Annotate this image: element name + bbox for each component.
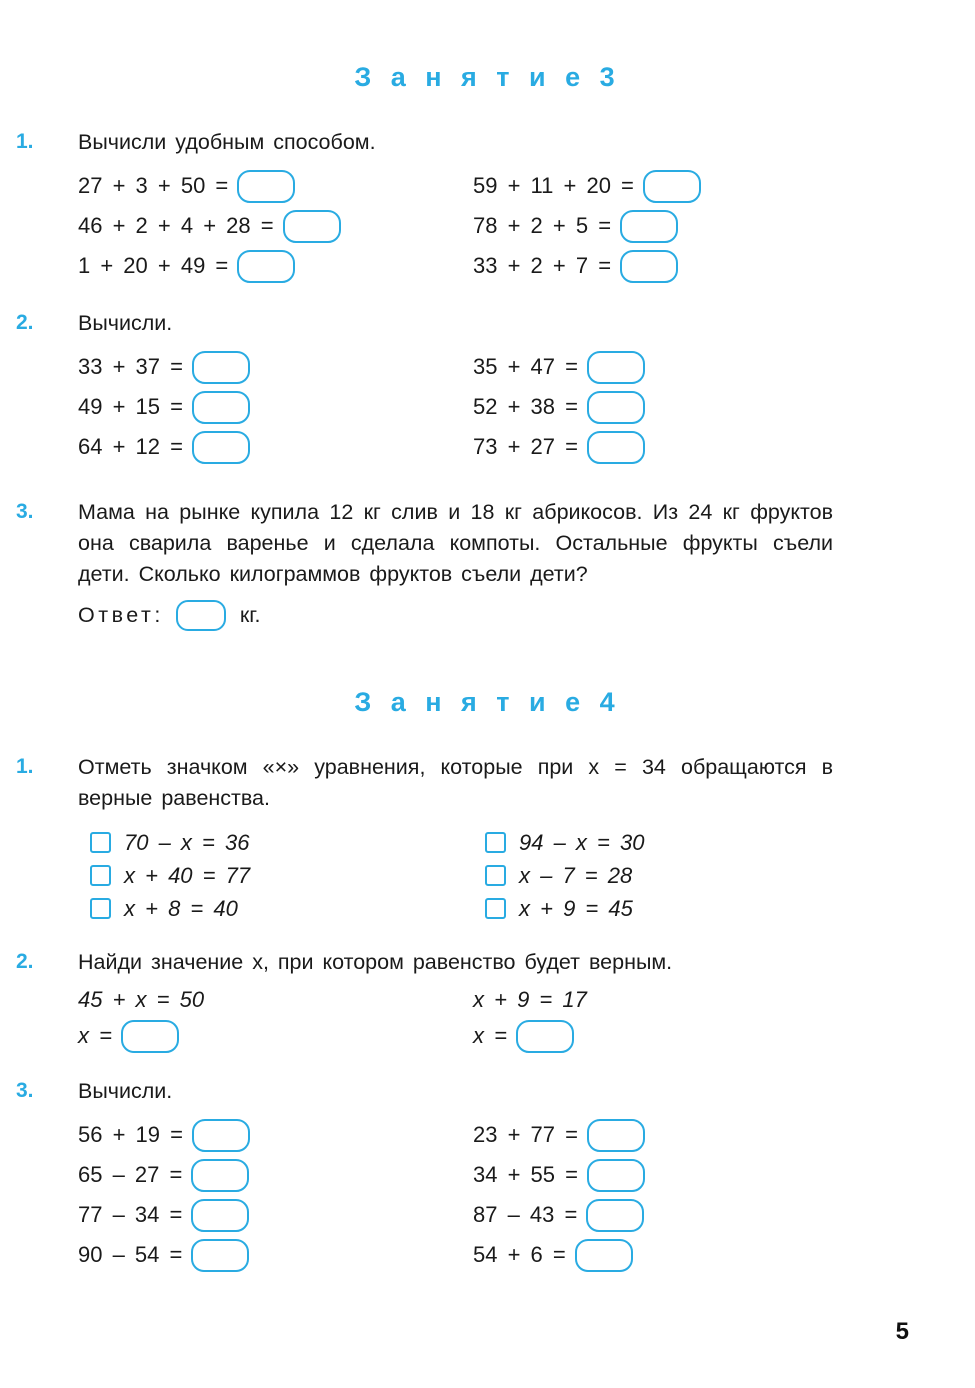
task-number: 3.: [16, 1079, 34, 1102]
lesson-title-4: З а н я т и е 4: [354, 687, 621, 717]
expression-text: 33 + 37 =: [78, 354, 183, 379]
answer-line: [78, 600, 975, 631]
answer-box[interactable]: [587, 1119, 645, 1152]
expression-row: [78, 347, 473, 387]
answer-box[interactable]: [620, 210, 678, 243]
expression-column-right: [473, 1115, 833, 1275]
expression-column-right: [473, 166, 833, 286]
task-prompt: Найди значение x, при котором равенство будет верным.: [78, 950, 673, 974]
task-1-lesson-4: [0, 752, 975, 925]
expression-row: [473, 1235, 833, 1275]
expression-text: 90 – 54 =: [78, 1242, 183, 1267]
answer-box[interactable]: [191, 1239, 249, 1272]
equation-column-left: [78, 982, 473, 1054]
expression-grid: [78, 166, 975, 286]
expression-text: 54 + 6 =: [473, 1242, 566, 1267]
expression-row: [473, 166, 833, 206]
answer-box[interactable]: [121, 1020, 179, 1053]
expression-row: [473, 387, 833, 427]
expression-row: [78, 1155, 473, 1195]
equation-text: 70 – x = 36: [124, 829, 250, 855]
expression-text: 65 – 27 =: [78, 1162, 183, 1187]
expression-row: [78, 427, 473, 467]
expression-grid: [78, 347, 975, 467]
equation-text: x + 40 = 77: [124, 862, 251, 888]
checkbox-column-left: [90, 826, 485, 925]
lesson-title-3: З а н я т и е 3: [354, 62, 621, 92]
expression-row: [473, 246, 833, 286]
equation-column-right: [473, 982, 833, 1054]
answer-box[interactable]: [191, 1199, 249, 1232]
task-number: 1.: [16, 130, 34, 153]
expression-row: [78, 206, 473, 246]
expression-text: 35 + 47 =: [473, 354, 578, 379]
answer-box[interactable]: [575, 1239, 633, 1272]
answer-box[interactable]: [587, 391, 645, 424]
checkbox-row: [90, 859, 485, 892]
solve-row: [78, 1018, 473, 1054]
equation-checkbox-grid: [78, 826, 975, 925]
answer-box[interactable]: [237, 170, 295, 203]
answer-box[interactable]: [586, 1199, 644, 1232]
solve-row: [473, 1018, 833, 1054]
answer-unit: кг.: [239, 603, 261, 627]
expression-column-right: [473, 347, 833, 467]
expression-row: [473, 206, 833, 246]
equation-checkbox[interactable]: [90, 865, 111, 886]
equation-grid: [78, 982, 975, 1054]
equation-text: x – 7 = 28: [519, 862, 633, 888]
expression-row: [473, 1195, 833, 1235]
answer-box[interactable]: [176, 600, 226, 631]
expression-column-left: [78, 166, 473, 286]
answer-box[interactable]: [283, 210, 341, 243]
answer-box[interactable]: [643, 170, 701, 203]
expression-text: 77 – 34 =: [78, 1202, 183, 1227]
task-1-lesson-3: [0, 127, 975, 286]
expression-text: 27 + 3 + 50 =: [78, 173, 229, 198]
task-2-lesson-4: [0, 947, 975, 1054]
answer-box[interactable]: [192, 431, 250, 464]
page-number: 5: [895, 1318, 909, 1345]
expression-row: [78, 387, 473, 427]
equation-text: x + 9 = 45: [519, 895, 633, 921]
expression-text: 56 + 19 =: [78, 1122, 183, 1147]
equation-checkbox[interactable]: [90, 898, 111, 919]
answer-box[interactable]: [191, 1159, 249, 1192]
expression-text: 33 + 2 + 7 =: [473, 253, 612, 278]
expression-text: 49 + 15 =: [78, 394, 183, 419]
expression-column-left: [78, 347, 473, 467]
expression-row: [78, 1115, 473, 1155]
task-3-lesson-3: [0, 497, 975, 631]
answer-box[interactable]: [516, 1020, 574, 1053]
task-prompt: Вычисли удобным способом.: [78, 130, 376, 154]
task-prompt: Вычисли.: [78, 311, 173, 335]
equation-row: [473, 982, 833, 1018]
checkbox-row: [90, 892, 485, 925]
equation-checkbox[interactable]: [485, 832, 506, 853]
equation-text: x + 9 = 17: [473, 987, 587, 1012]
checkbox-row: [485, 892, 845, 925]
expression-grid: [78, 1115, 975, 1275]
equation-text: x + 8 = 40: [124, 895, 238, 921]
equation-text: 45 + x = 50: [78, 987, 205, 1012]
equation-row: [78, 982, 473, 1018]
answer-box[interactable]: [620, 250, 678, 283]
expression-text: 1 + 20 + 49 =: [78, 253, 229, 278]
expression-column-left: [78, 1115, 473, 1275]
expression-text: 59 + 11 + 20 =: [473, 173, 634, 198]
task-2-lesson-3: [0, 308, 975, 467]
expression-text: 78 + 2 + 5 =: [473, 213, 612, 238]
expression-text: 46 + 2 + 4 + 28 =: [78, 213, 274, 238]
expression-row: [78, 1195, 473, 1235]
task-number: 3.: [16, 500, 34, 523]
expression-text: 34 + 55 =: [473, 1162, 578, 1187]
expression-row: [473, 347, 833, 387]
expression-row: [78, 246, 473, 286]
task-number: 2.: [16, 950, 34, 973]
solve-label: x =: [473, 1023, 507, 1048]
answer-box[interactable]: [192, 391, 250, 424]
equation-checkbox[interactable]: [90, 832, 111, 853]
task-number: 2.: [16, 311, 34, 334]
expression-row: [473, 1155, 833, 1195]
answer-box[interactable]: [192, 351, 250, 384]
checkbox-row: [485, 859, 845, 892]
checkbox-row: [90, 826, 485, 859]
answer-box[interactable]: [587, 431, 645, 464]
checkbox-row: [485, 826, 845, 859]
answer-box[interactable]: [237, 250, 295, 283]
expression-row: [78, 166, 473, 206]
expression-row: [78, 1235, 473, 1275]
equation-text: 94 – x = 30: [519, 829, 645, 855]
expression-text: 73 + 27 =: [473, 434, 578, 459]
solve-label: x =: [78, 1023, 112, 1048]
task-prompt: Мама на рынке купила 12 кг слив и 18 кг абрикосов. Из 24 кг фруктов она сварила варенье и сделала компоты. Остальные фрукты съели дети. Сколько килограммов фруктов съели дети?: [78, 500, 833, 586]
equation-checkbox[interactable]: [485, 865, 506, 886]
answer-box[interactable]: [587, 1159, 645, 1192]
expression-text: 64 + 12 =: [78, 434, 183, 459]
expression-row: [473, 427, 833, 467]
checkbox-column-right: [485, 826, 845, 925]
task-number: 1.: [16, 755, 34, 778]
task-prompt: Отметь значком «×» уравнения, которые при x = 34 обращаются в верные равенства.: [78, 755, 833, 810]
answer-label: Ответ:: [78, 603, 164, 627]
task-prompt: Вычисли.: [78, 1079, 173, 1103]
answer-box[interactable]: [192, 1119, 250, 1152]
answer-box[interactable]: [587, 351, 645, 384]
expression-row: [473, 1115, 833, 1155]
task-3-lesson-4: [0, 1076, 975, 1275]
expression-text: 52 + 38 =: [473, 394, 578, 419]
equation-checkbox[interactable]: [485, 898, 506, 919]
expression-text: 23 + 77 =: [473, 1122, 578, 1147]
expression-text: 87 – 43 =: [473, 1202, 578, 1227]
